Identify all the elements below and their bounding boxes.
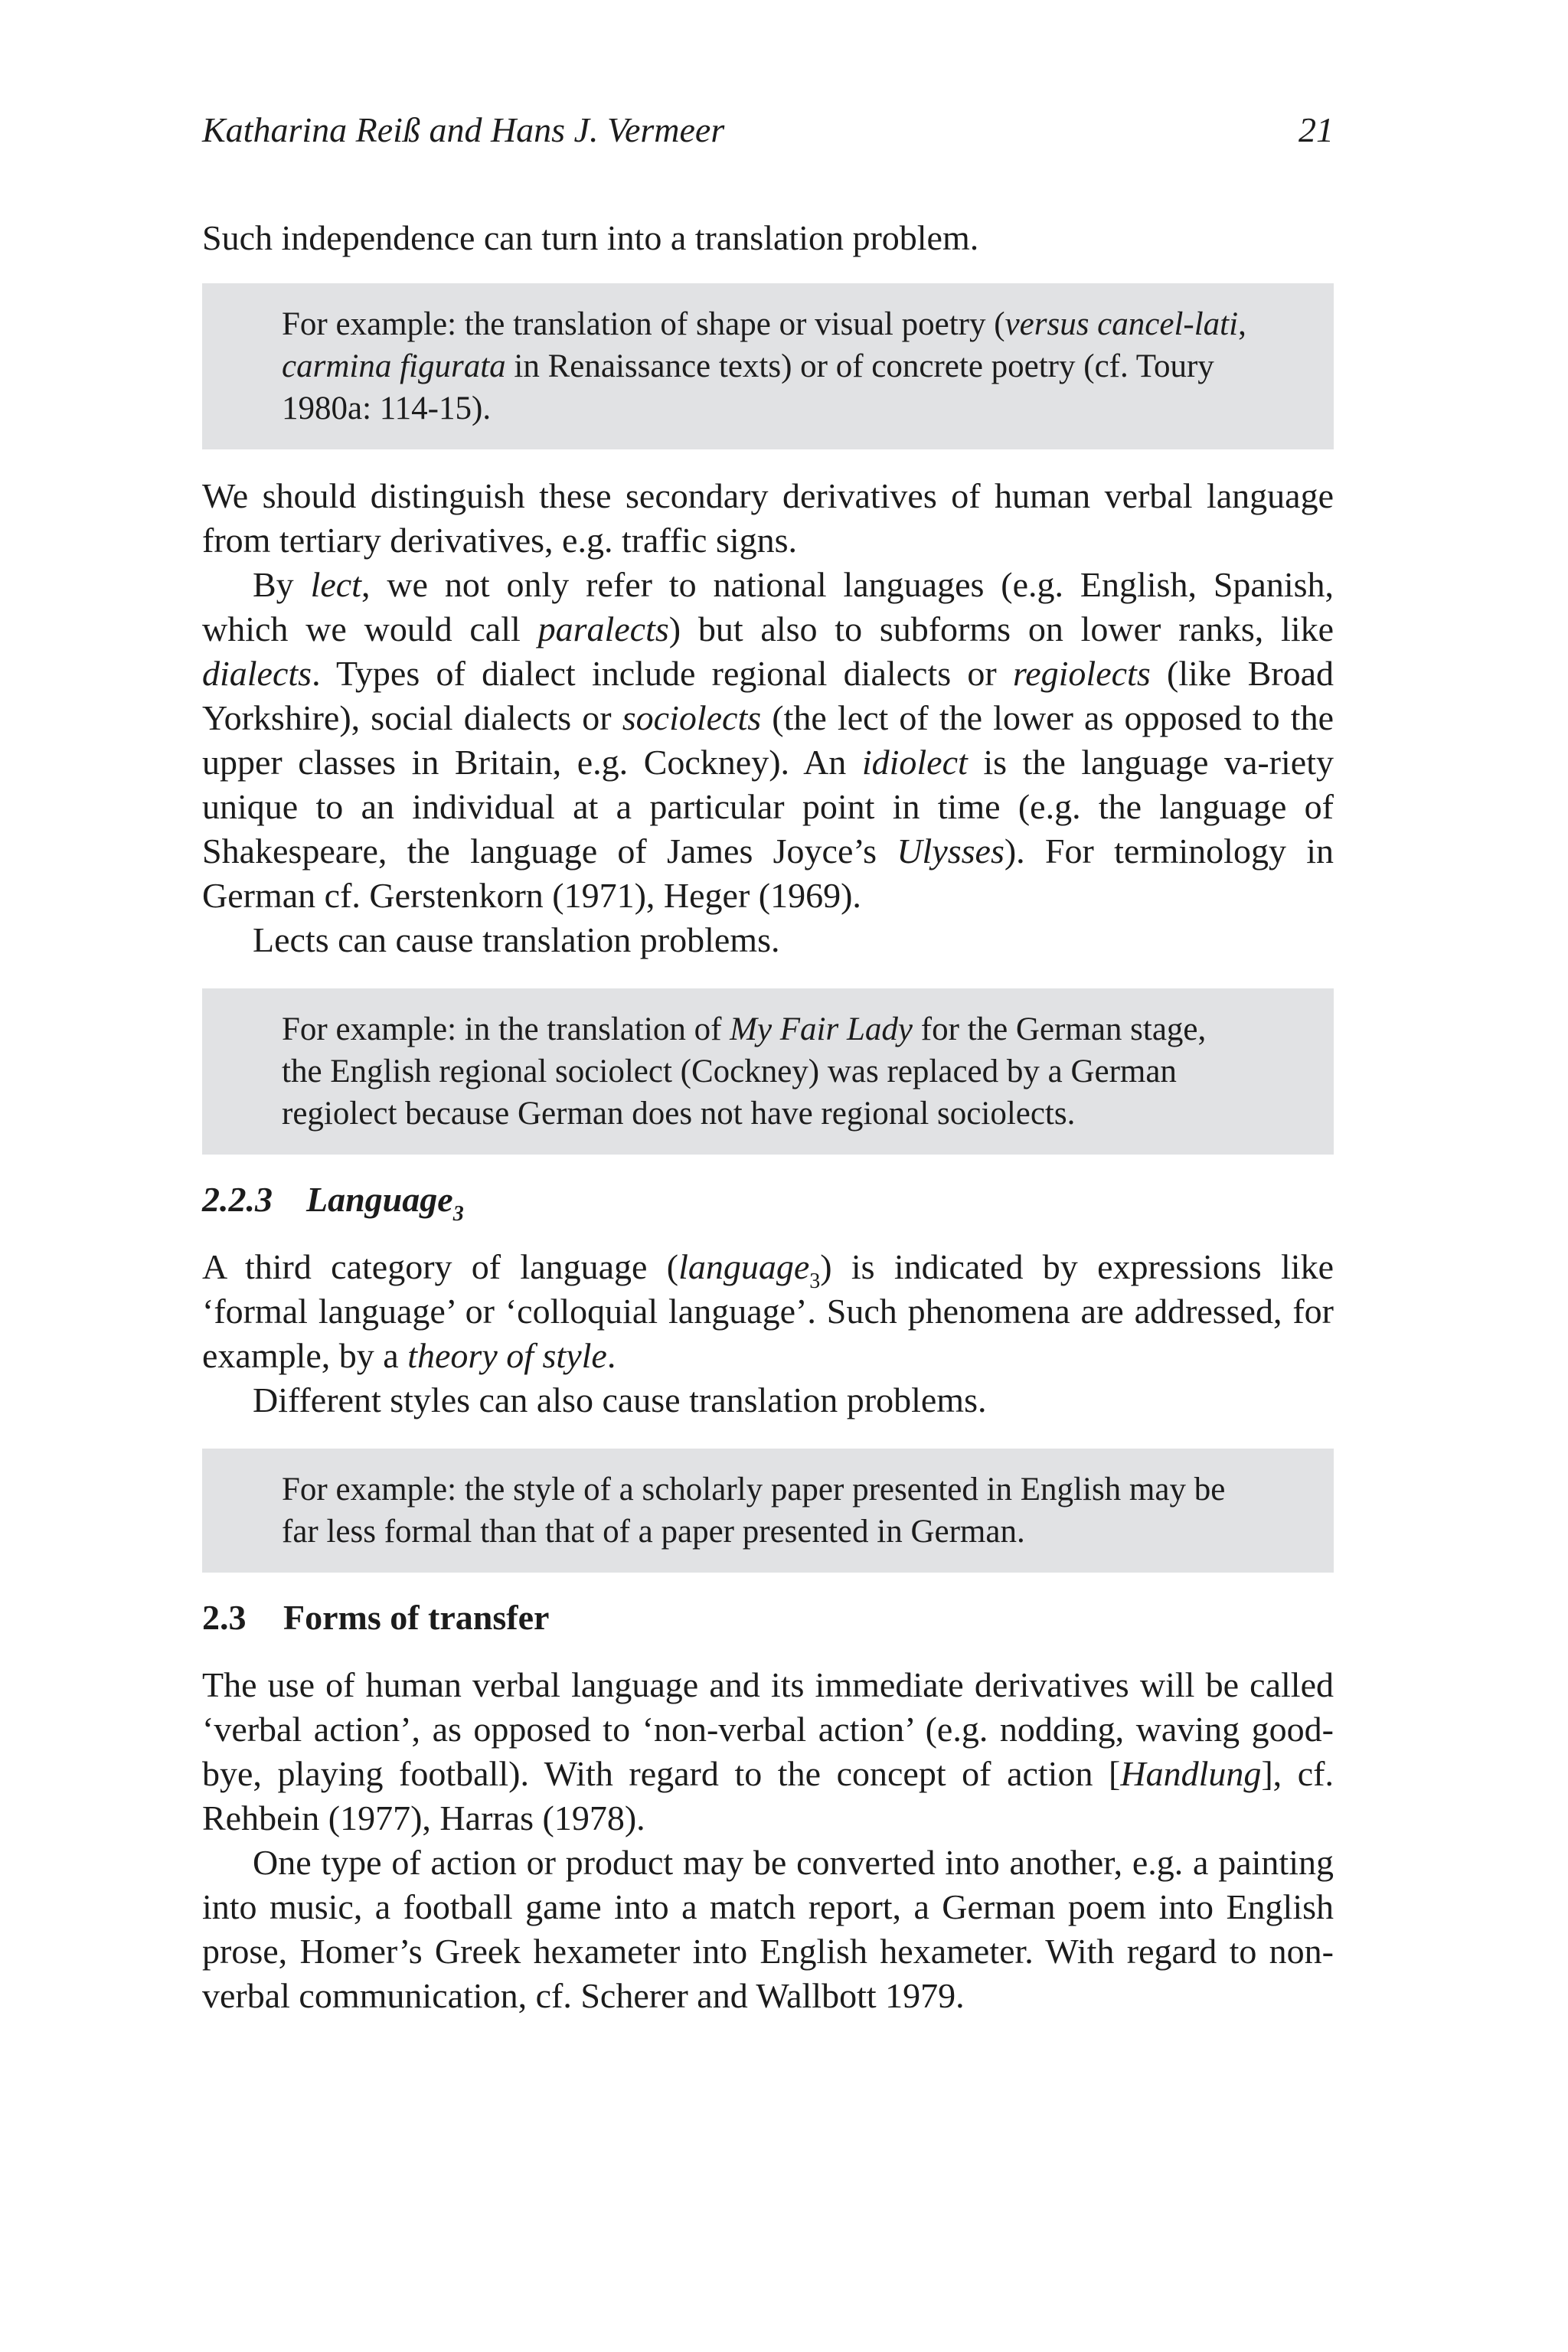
box-text: For example: the translation of shape or visual poetry ( — [282, 306, 1005, 342]
paragraph-conversion: One type of action or product may be converted into another, e.g. a painting into music, a football game into a match report, a German poem into English prose, Homer’s Greek hexameter into English hexameter. With regard to non-verbal communication, cf. Scherer and Wallbott 1979. — [202, 1843, 1334, 2015]
text: . — [606, 1336, 616, 1375]
text: The use of human verbal language and its immediate derivatives will be called ‘verbal action’, as opposed to ‘non-verbal action’ (e.g. nodding, waving good-bye, playing football). With regard to the concept of action [ — [202, 1665, 1334, 1793]
example-box-shape-poetry — [202, 283, 1334, 449]
section-number: 2.3 — [202, 1598, 247, 1637]
box-text: For example: in the translation of — [282, 1011, 730, 1047]
section-title: Language — [306, 1180, 453, 1219]
text: . Types of dialect include regional dialects or — [312, 654, 1014, 693]
paragraph-verbal-action — [202, 1663, 1334, 1841]
term: sociolects — [622, 698, 762, 737]
running-header-authors: Katharina Reiß and Hans J. Vermeer — [202, 110, 725, 149]
section-heading-2-3 — [202, 1596, 1334, 1640]
paragraph-independence: Such independence can turn into a translation problem. — [202, 218, 979, 257]
section-number: 2.2.3 — [202, 1180, 273, 1219]
box-italic: versus cancel-lati — [1004, 306, 1239, 342]
example-box-scholarly-paper: For example: the style of a scholarly paper presented in English may be far less formal than that of a paper presented in German. — [202, 1449, 1334, 1573]
box-text: , — [1238, 306, 1246, 342]
term: theory of style — [407, 1336, 607, 1375]
term: idiolect — [861, 743, 968, 782]
page-number: 21 — [1298, 110, 1334, 149]
paragraph-lect — [202, 563, 1334, 918]
paragraph-language3 — [202, 1245, 1334, 1378]
paragraph-derivatives: We should distinguish these secondary derivatives of human verbal language from tertiary derivatives, e.g. traffic signs. — [202, 476, 1334, 560]
paragraph-styles-problems: Different styles can also cause translation problems. — [253, 1380, 987, 1419]
box-italic: carmina figurata — [282, 348, 506, 384]
running-header — [202, 107, 1334, 153]
box-italic: My Fair Lady — [730, 1011, 913, 1047]
text: A third category of language ( — [202, 1247, 679, 1286]
box-text: for the German stage, the English regional sociolect (Cockney) was replaced by a German regiolect because German does not have regional sociolects. — [282, 1011, 1207, 1132]
example-box-my-fair-lady — [202, 988, 1334, 1155]
text: (the lect of the lower as opposed to the upper classes in Britain, e.g. Cockney). An — [202, 698, 1334, 782]
term: regiolects — [1013, 654, 1151, 693]
text: ). For terminology in German cf. Gerstenkorn (1971), Heger (1969). — [202, 831, 1334, 915]
paragraph-lects-problems: Lects can cause translation problems. — [253, 920, 780, 959]
term: language — [678, 1247, 810, 1286]
text: ) but also to subforms on lower ranks, like — [668, 609, 1334, 648]
text: , we not only refer to national languages (e.g. English, Spanish, which we would call — [202, 565, 1334, 648]
term: Ulysses — [897, 831, 1004, 871]
term: dialects — [202, 654, 312, 693]
text: ) is indicated by expressions like ‘formal language’ or ‘colloquial language’. Such phenomena are addressed, for example, by a — [202, 1247, 1334, 1375]
text: (like Broad Yorkshire), social dialects or — [202, 654, 1334, 737]
text: is the language va-riety unique to an individual at a particular point in time (e.g. the language of Shakespeare, the language of James Joyce’s — [202, 743, 1334, 871]
term: lect — [310, 565, 361, 604]
term: Handlung — [1120, 1754, 1262, 1793]
section-subscript: 3 — [452, 1202, 464, 1226]
body-text — [202, 216, 1334, 2018]
text: By — [253, 565, 311, 604]
section-title: Forms of transfer — [283, 1598, 550, 1637]
box-text: in Renaissance texts) or of concrete poetry (cf. Toury 1980a: 114-15). — [282, 348, 1214, 426]
term: paralects — [537, 609, 669, 648]
text: ], cf. Rehbein (1977), Harras (1978). — [202, 1754, 1334, 1838]
subscript: 3 — [809, 1269, 821, 1293]
section-heading-2-2-3 — [202, 1178, 1334, 1226]
